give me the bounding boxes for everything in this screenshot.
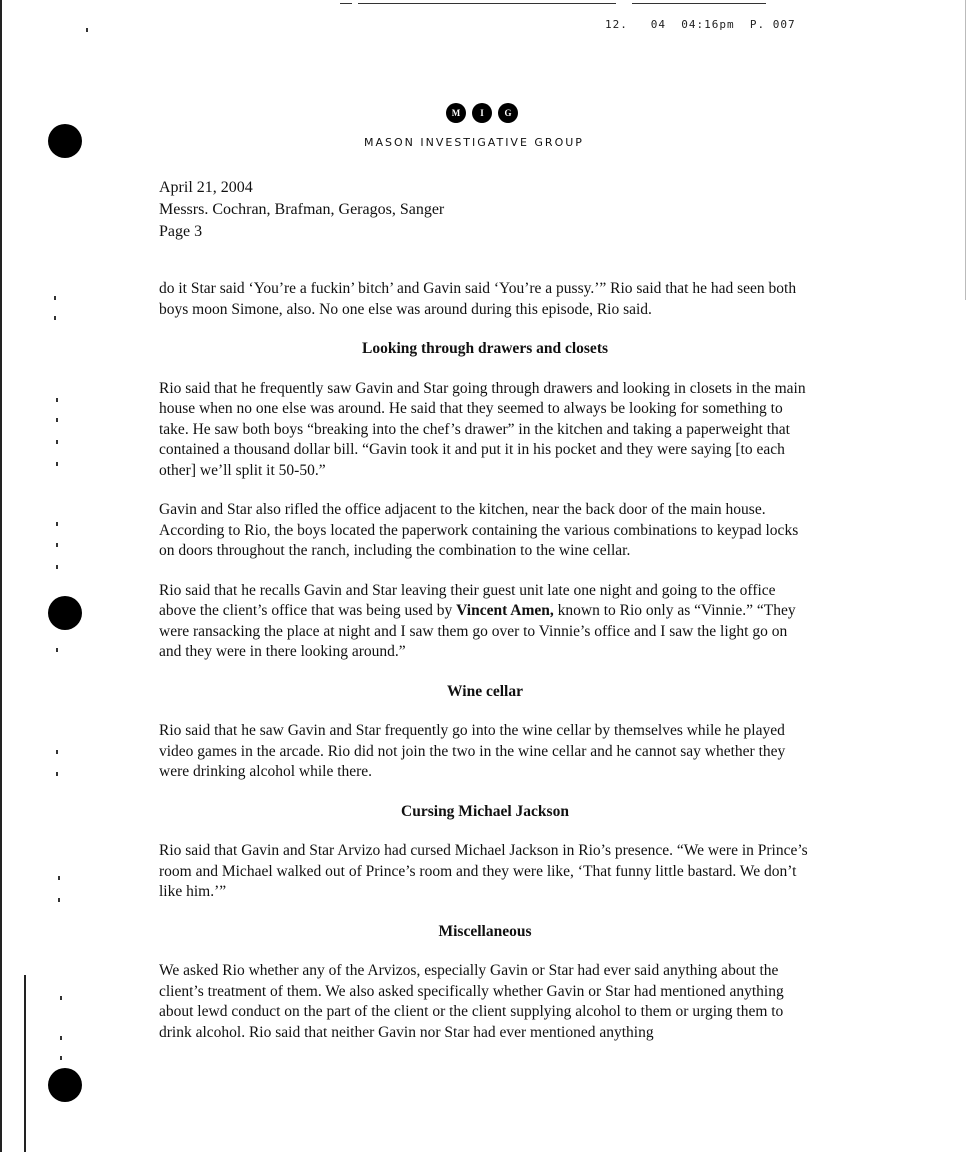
scan-right-edge: [965, 0, 966, 300]
letter-recipients: Messrs. Cochran, Brafman, Geragos, Sanger: [159, 201, 445, 218]
company-logo: [446, 103, 518, 123]
logo-circle-g: G: [498, 103, 518, 123]
paragraph-text: Rio said that he recalls Gavin and Star leaving their guest unit late one night and going to the office above the client’s office that was being used by: [159, 581, 776, 619]
scan-speck: [54, 316, 56, 320]
scan-speck: [56, 418, 58, 422]
scan-speck: [56, 543, 58, 547]
letter-body: [159, 279, 811, 1062]
paragraph: Rio said that Gavin and Star Arvizo had cursed Michael Jackson in Rio’s presence. “We were in Prince’s room and Michael walked out of Prince’s room and they were like, ‘That funny little bastard. We don’t like him.’”: [159, 842, 808, 900]
section-heading: Wine cellar: [447, 682, 523, 700]
scan-speck: [56, 398, 58, 402]
paragraph-text: known to Rio only as “Vinnie.” “They were ransacking the place at night and I saw them go over to Vinnie’s office and I saw the light go on and they were in there looking around.”: [159, 602, 796, 660]
scan-speck: [60, 1056, 62, 1060]
scan-speck: [58, 876, 60, 880]
scan-speck: [56, 522, 58, 526]
letter-date: April 21, 2004: [159, 179, 253, 196]
paragraph: Rio said that he frequently saw Gavin and Star going through drawers and looking in closets in the main house when no one else was around. He said that they seemed to always be looking for something to take. He saw both boys “breaking into the chef’s drawer” in the kitchen and taking a paperweight that contained a thousand dollar bill. “Gavin took it and put it in his pocket and they were saying [to each other] we’ll split it 50-50.”: [159, 379, 806, 479]
logo-circle-m: M: [446, 103, 466, 123]
scan-speck: [56, 772, 58, 776]
page-number: Page 3: [159, 223, 203, 240]
scan-speck: [86, 28, 88, 32]
section-heading: Looking through drawers and closets: [361, 340, 609, 357]
scan-speck: [56, 565, 58, 569]
fax-top-rule: [340, 3, 352, 4]
letter-header: [159, 177, 444, 243]
paragraph: Rio said that he saw Gavin and Star frequently go into the wine cellar by themselves while he played video games in the arcade. Rio did not join the two in the wine cellar and he cannot say whether they were drinking alcohol while there.: [159, 722, 786, 780]
scan-speck: [54, 296, 56, 300]
person-name: Vincent Amen,: [456, 602, 554, 619]
punch-hole: [48, 124, 82, 158]
fax-top-rule: [358, 3, 616, 4]
firm-name: MASON INVESTIGATIVE GROUP: [364, 136, 584, 149]
punch-hole: [48, 596, 82, 630]
section-heading: Cursing Michael Jackson: [401, 802, 569, 820]
scan-speck: [56, 750, 58, 754]
logo-circle-i: I: [472, 103, 492, 123]
scan-speck: [58, 898, 60, 902]
scan-bottom-edge: [24, 975, 26, 1152]
paragraph: do it Star said ‘You’re a fuckin’ bitch’ and Gavin said ‘You’re a pussy.’” Rio said that he had seen both boys moon Simone, also. No one else was around during this episode, Rio said.: [159, 280, 797, 318]
scan-speck: [60, 1036, 62, 1040]
scan-speck: [56, 648, 58, 652]
paragraph: [159, 581, 811, 663]
fax-top-rule: [632, 3, 766, 4]
section-heading: Miscellaneous: [438, 922, 532, 940]
scan-left-edge: [0, 0, 2, 1152]
paragraph: Gavin and Star also rifled the office adjacent to the kitchen, near the back door of the main house. According to Rio, the boys located the paperwork containing the various combinations to keypad locks on doors throughout the ranch, including the combination to the wine cellar.: [159, 501, 799, 559]
paragraph: We asked Rio whether any of the Arvizos, especially Gavin or Star had ever said anything about the client’s treatment of them. We also asked specifically whether Gavin or Star had mentioned anything about lewd conduct on the part of the client or the client supplying alcohol to them or urging them to drink alcohol. Rio said that neither Gavin nor Star had ever mentioned anything: [159, 962, 784, 1041]
fax-header: 12. 04 04:16pm P. 007: [605, 18, 796, 31]
scan-speck: [56, 462, 58, 466]
punch-hole: [48, 1068, 82, 1102]
scan-speck: [60, 996, 62, 1000]
scan-speck: [56, 440, 58, 444]
